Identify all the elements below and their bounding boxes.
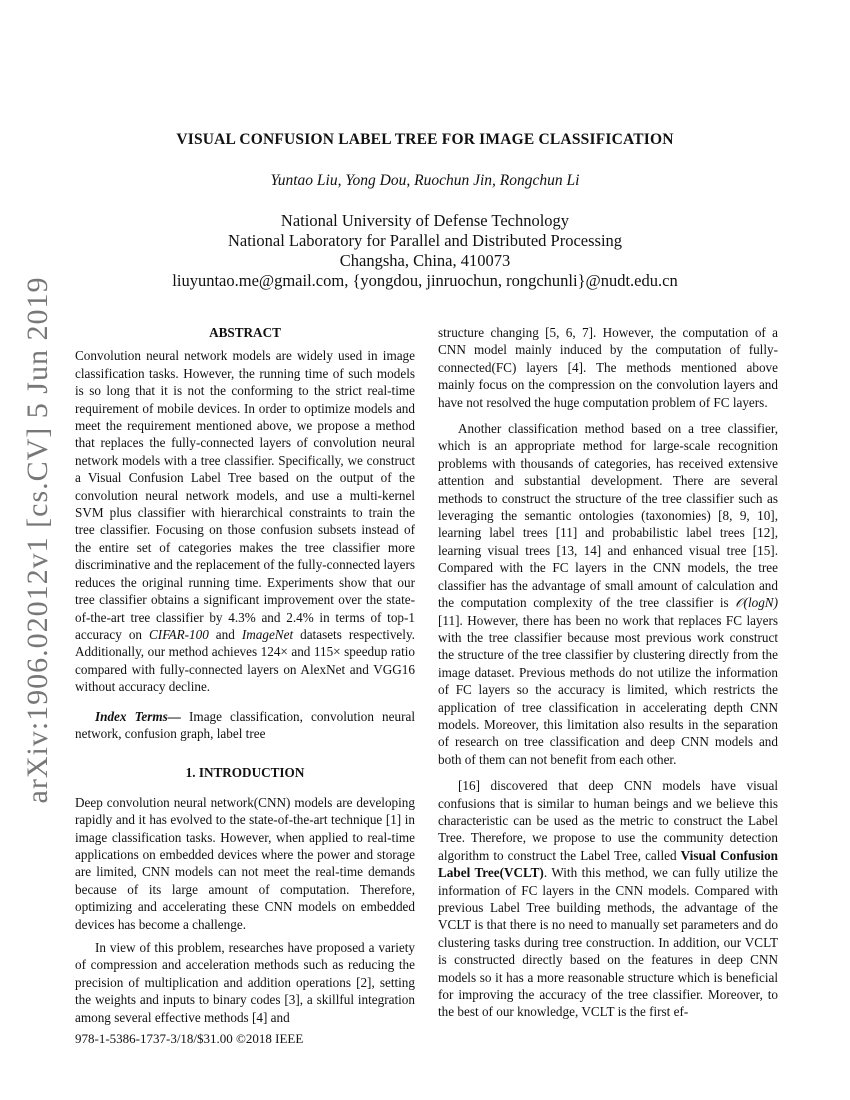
- affiliation-block: [0, 211, 850, 291]
- affiliation-line: National Laboratory for Parallel and Distributed Processing: [227, 231, 623, 250]
- intro-paragraph-5: [438, 777, 778, 1021]
- intro-paragraph-3: structure changing [5, 6, 7]. However, the computation of a CNN model mainly induced by the computation of fully-connected(FC) layers [4]. The methods mentioned above mainly focus on the compression on the convolution layers and have not resolved the huge computation problem of FC layers.: [438, 325, 778, 410]
- abstract-text: [75, 347, 415, 695]
- intro-paragraph-2: In view of this problem, researches have proposed a variety of compression and acceleration methods such as reducing the precision of multiplication and addition operations [2], setting the weights and inputs to binary codes [3], a skillful integration among several effective methods [4] and: [75, 940, 415, 1025]
- copyright-footer: 978-1-5386-1737-3/18/$31.00 ©2018 IEEE: [75, 1031, 304, 1046]
- author-emails: liuyuntao.me@gmail.com, {yongdou, jinruochun, rongchunli}@nudt.edu.cn: [172, 271, 678, 290]
- paper-authors: Yuntao Liu, Yong Dou, Ruochun Jin, Rongchun Li: [270, 172, 580, 189]
- dataset-imagenet: ImageNet: [241, 626, 294, 642]
- abstract-heading: ABSTRACT: [209, 325, 281, 340]
- paper-title: VISUAL CONFUSION LABEL TREE FOR IMAGE CLASSIFICATION: [176, 131, 674, 148]
- affiliation-line: Changsha, China, 410073: [339, 251, 511, 270]
- dataset-cifar: CIFAR-100: [149, 626, 209, 642]
- right-column: [438, 324, 778, 1021]
- index-terms-list: Image classification, convolution neural network, confusion graph, label tree: [75, 708, 415, 741]
- intro-paragraph-4: [438, 420, 778, 768]
- abstract-tail: datasets respectively. Additionally, our method achieves 124× and 115× speedup ratio compared with fully-connected layers on AlexNet and VGG16 without accuracy decline.: [75, 626, 415, 695]
- intro-p5-tail: . With this method, we can fully utilize the information of FC layers in the CNN models. Compared with previous Label Tree building methods, the advantage of the VCLT is that there is no need to manually set parameters and do clustering tasks during tree construction. In addition, our VCLT is constructed directly based on the features in deep CNN models so it has a more reasonable structure which is beneficial for improving the accuracy of the tree classifier. Moreover, to the best of our knowledge, VCLT is the first ef-: [438, 865, 778, 1020]
- arxiv-identifier: arXiv:1906.02012v1 [cs.CV] 5 Jun 2019: [21, 276, 54, 804]
- index-terms-label: Index Terms—: [95, 708, 181, 724]
- affiliation-line: National University of Defense Technology: [280, 211, 570, 230]
- arxiv-sidebar: [8, 276, 68, 804]
- intro-paragraph-1: Deep convolution neural network(CNN) models are developing rapidly and it has evolved to the state-of-the-art technique [1] in image classification tasks. However, when applied to real-time applications on embedded devices where the power and storage are limited, CNN models can not meet the real-time demands because of its large amount of computation. Therefore, optimizing and accelerating these CNN models on embedded devices has become a challenge.: [75, 794, 415, 932]
- vclt-term: Visual Confusion Label Tree(VCLT): [438, 847, 779, 881]
- introduction-heading: 1. INTRODUCTION: [185, 765, 305, 781]
- complexity-formula: 𝒪(logN): [735, 595, 778, 611]
- intro-p4-text: Another classification method based on a tree classifier, which is an appropriate method for large-scale recognition problems with thousands of categories, has received extensive attention and substantial development. There are several methods to construct the structure of the tree classifier such as leveraging the semantic ontologies (taxonomies) [8, 9, 10], learning label trees [11] and probabilistic label trees [12], learning visual trees [13, 14] and enhanced visual tree [15]. Compared with the FC layers in the CNN models, the tree classifier has the advantage of small amount of calculation and the computation complexity of the tree classifier is: [438, 421, 778, 611]
- intro-p5-text: [16] discovered that deep CNN models have visual confusions that is similar to human beings and we believe this characteristic can be used as the metric to construct the Label Tree. Therefore, we propose to use the community detection algorithm to construct the Label Tree, called: [438, 778, 778, 863]
- abstract-and: and: [208, 626, 242, 642]
- abstract-body: Convolution neural network models are widely used in image classification tasks. However, the running time of such models is so long that it is not the conforming to the strict real-time requirement of mobile devices. In order to optimize models and meet the requirement mentioned above, we propose a method that replaces the fully-connected layers of convolution neural network models with a tree classifier. Specifically, we construct a Visual Confusion Label Tree based on the output of the convolution neural network models, and use a multi-kernel SVM plus classifier with hierarchical constraints to train the tree classifier. Focusing on those confusion subsets instead of the entire set of categories makes the tree classifier more discriminative and the replacement of the fully-connected layers reduces the original running time. Experiments show that our tree classifier obtains a significant improvement over the state-of-the-art tree classifier by 4.3% and 2.4% in terms of top-1 accuracy on: [75, 348, 415, 642]
- left-column: [75, 324, 415, 1026]
- index-terms: [75, 708, 415, 743]
- intro-p4-tail: [11]. However, there has been no work that replaces FC layers with the tree classifier because most previous work construct the structure of the tree classifier by clustering directly from the image dataset. Previous methods do not utilize the information of FC layers so the accuracy is limited, which restricts the application of tree classification in accelerating depth CNN models. Moreover, this limitation also results in the separation of research on tree classification and deep CNN models and both of them can not benefit from each other.: [438, 612, 778, 767]
